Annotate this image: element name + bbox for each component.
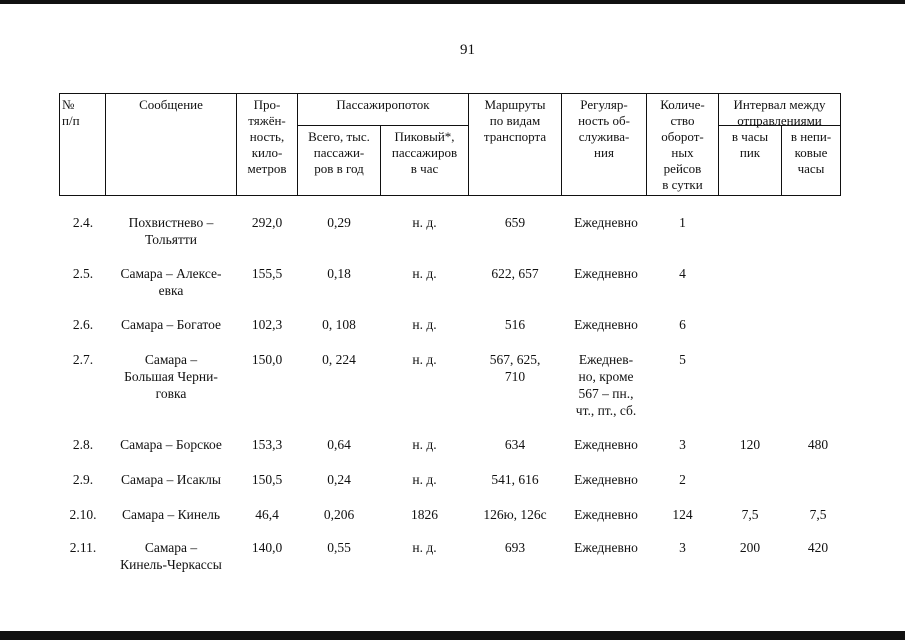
cell-length: 102,3 [251, 317, 283, 332]
cell-peak: н. д. [412, 266, 437, 281]
cell-regularity: Ежедневно [574, 317, 638, 332]
cell-total: 0,64 [327, 437, 351, 452]
header-interval-offpeak: в непи- ковые часы [790, 129, 832, 176]
cell-peak: н. д. [412, 437, 437, 452]
cell-length: 153,3 [251, 437, 283, 452]
cell-regularity: Ежедневно [574, 507, 638, 522]
cell-regularity: Ежедневно [574, 215, 638, 230]
cell-route: Самара – Исаклы [121, 472, 221, 487]
header-interval: Интервал между отправлениями [733, 97, 826, 128]
cell-total: 0,55 [327, 540, 351, 555]
cell-no: 2.10. [69, 507, 97, 522]
header-route: Сообщение [139, 97, 203, 112]
cell-trips: 2 [679, 472, 686, 487]
cell-peak: н. д. [412, 215, 437, 230]
cell-peak: н. д. [412, 472, 437, 487]
header-passenger-peak: Пиковый*, пассажиров в час [391, 129, 458, 176]
cell-length: 150,5 [251, 472, 283, 487]
cell-regularity: Ежедневно [574, 266, 638, 281]
cell-no: 2.8. [72, 437, 94, 452]
cell-regularity: Ежедневно [574, 472, 638, 487]
cell-routes: 541, 616 [491, 472, 539, 487]
cell-interval-peak: 200 [739, 540, 761, 555]
cell-trips: 1 [679, 215, 686, 230]
header-interval-peak: в часы пик [731, 129, 769, 160]
cell-routes: 567, 625, 710 [489, 352, 541, 384]
cell-length: 155,5 [251, 266, 283, 281]
header-trips: Количе- ство оборот- ных рейсов в сутки [660, 97, 705, 192]
cell-trips: 124 [672, 507, 693, 522]
cell-regularity: Ежеднев- но, кроме 567 – пн., чт., пт., сб. [575, 352, 637, 418]
cell-total: 0,24 [327, 472, 351, 487]
cell-total: 0,18 [327, 266, 351, 281]
cell-trips: 6 [679, 317, 686, 332]
cell-regularity: Ежедневно [574, 540, 638, 555]
cell-trips: 5 [679, 352, 686, 367]
cell-route: Самара – Алексе- евка [120, 266, 222, 298]
cell-routes: 634 [504, 437, 526, 452]
cell-route: Самара – Борское [120, 437, 222, 452]
top-border [0, 0, 905, 4]
cell-interval-peak: 7,5 [741, 507, 759, 522]
cell-interval-offpeak: 420 [807, 540, 829, 555]
cell-no: 2.4. [72, 215, 94, 230]
cell-no: 2.9. [72, 472, 94, 487]
cell-route: Самара – Кинель [121, 507, 221, 522]
cell-peak: н. д. [412, 352, 437, 367]
cell-route: Самара – Богатое [121, 317, 221, 332]
cell-length: 46,4 [255, 507, 279, 522]
cell-no: 2.6. [72, 317, 94, 332]
header-passenger-total: Всего, тыс. пассажи- ров в год [308, 129, 370, 176]
cell-interval-offpeak: 7,5 [809, 507, 827, 522]
header-passenger-flow: Пассажиропоток [336, 97, 430, 112]
cell-total: 0,206 [323, 507, 355, 522]
cell-length: 140,0 [251, 540, 283, 555]
cell-trips: 3 [679, 540, 686, 555]
cell-regularity: Ежедневно [574, 437, 638, 452]
cell-routes: 622, 657 [491, 266, 539, 281]
header-routes: Маршруты по видам транспорта [483, 97, 547, 144]
cell-routes: 659 [504, 215, 526, 230]
cell-no: 2.7. [72, 352, 94, 367]
cell-routes: 693 [504, 540, 526, 555]
header-no: № п/п [62, 97, 80, 128]
cell-route: Самара – Большая Черни- говка [124, 352, 218, 401]
cell-peak: 1826 [411, 507, 438, 522]
cell-interval-offpeak: 480 [807, 437, 829, 452]
cell-length: 150,0 [251, 352, 283, 367]
cell-peak: н. д. [412, 317, 437, 332]
cell-route: Самара – Кинель-Черкассы [120, 540, 222, 572]
cell-peak: н. д. [412, 540, 437, 555]
bottom-border [0, 631, 905, 640]
header-length: Про- тяжён- ность, кило- метров [247, 97, 287, 176]
cell-routes: 516 [504, 317, 526, 332]
page-number: 91 [460, 42, 475, 58]
cell-routes: 126ю, 126с [483, 507, 547, 522]
cell-route: Похвистнево – Тольятти [128, 215, 214, 247]
cell-interval-peak: 120 [739, 437, 761, 452]
cell-length: 292,0 [251, 215, 283, 230]
cell-trips: 3 [679, 437, 686, 452]
cell-trips: 4 [679, 266, 686, 281]
cell-total: 0, 108 [322, 317, 356, 332]
cell-total: 0, 224 [322, 352, 356, 367]
header-regularity: Регуляр- ность об- служива- ния [578, 97, 630, 160]
cell-no: 2.5. [72, 266, 94, 281]
cell-no: 2.11. [69, 540, 97, 555]
cell-total: 0,29 [327, 215, 351, 230]
